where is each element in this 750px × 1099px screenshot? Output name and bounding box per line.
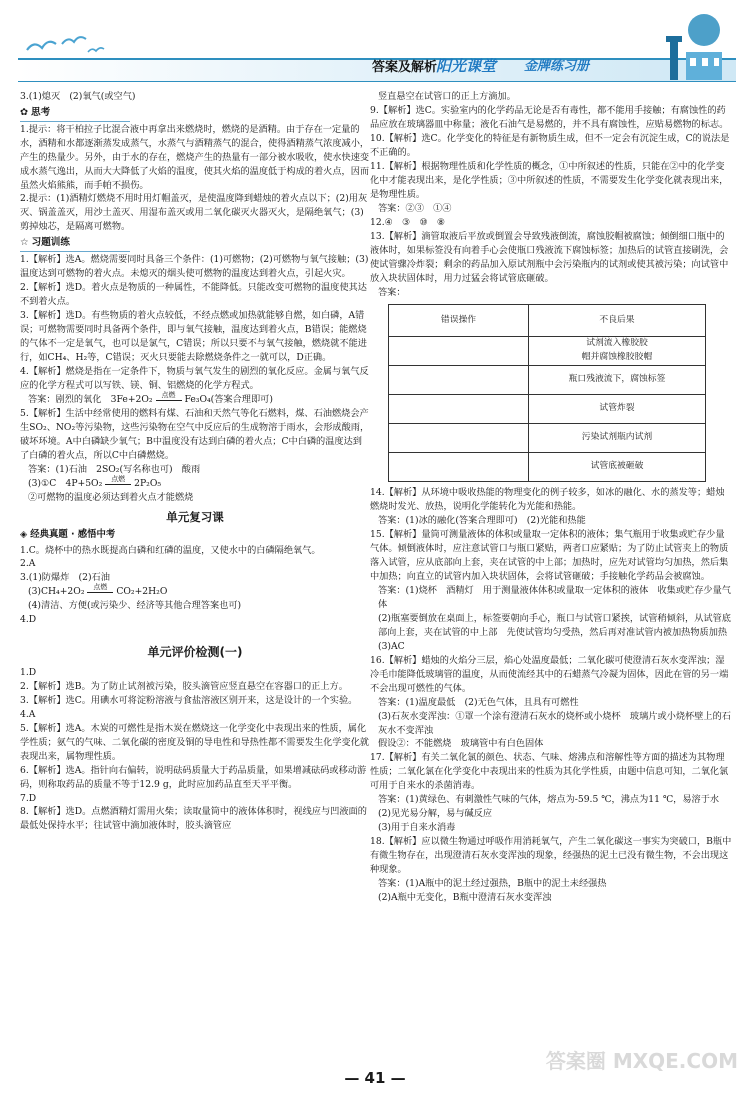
right-column <box>370 90 732 905</box>
think-item: 1.提示：将干柏拉子比混合液中再拿出来燃烧时，燃烧的是酒精。由于存在一定量的水，酒精和水都逐渐蒸发成蒸气，水蒸气与酒精蒸气的混合，使得酒精蒸气浓度减小，产生的热量少。另外，由于水的存在，燃烧产生的热量有一部分被水吸收，使水快速变成水蒸气逸出，从而大大降低了火焰的温度，使其火焰的温度低于构成的着火点，因而虽然火焰熊熊，而手帕不损伤。 <box>20 123 370 191</box>
table-row <box>389 336 706 365</box>
test-item: 12.④ ③ ⑩ ⑧ <box>370 216 446 228</box>
think-label: 思考 <box>31 106 51 118</box>
exercise-item: 1.【解析】选A。燃烧需要同时具备三个条件：(1)可燃物；(2)可燃物与氧气接触；(3)温度达到可燃物的着火点。未熄灭的烟头使可燃物的温度达到着火点，引起火灾。 <box>20 254 369 279</box>
review-item: (4)清洁、方便(或污染少、经济等其他合理答案也可) <box>28 600 242 612</box>
exercise-answer: ②可燃物的温度必须达到着火点才能燃烧 <box>28 491 194 503</box>
diamond-icon: ◈ <box>20 529 28 541</box>
header-brand: 阳光课堂 <box>436 57 497 75</box>
test-answer: 答案：(1)A瓶中的泥土经过强热，B瓶中的泥土未经强热 <box>378 878 607 890</box>
table-cell <box>389 452 529 481</box>
table-cell <box>389 423 529 452</box>
equation-right: CO₂+2H₂O <box>116 586 168 598</box>
test-item: 10.【解析】选C。化学变化的特征是有新物质生成，但不一定会有沉淀生成，C的说法是不正确的。 <box>370 132 730 158</box>
exercise-answer <box>20 390 370 407</box>
table-row <box>389 365 706 394</box>
classic-heading <box>20 528 370 542</box>
equation-left: (3)①C 4P+5O₂ <box>28 477 103 489</box>
unit-review-title: 单元复习课 <box>166 509 224 524</box>
header-book-title: 金牌练习册 <box>524 59 590 74</box>
table-header: 错误操作 <box>389 304 529 336</box>
test-item: 5.【解析】选A。木炭的可燃性是指木炭在燃烧这一化学变化中表现出来的性质，属化学性质；氨气的气味、二氧化碳的密度及铜的导电性和导热性都不需要发生化学变化就表现出来，属物理性质。 <box>20 722 370 762</box>
test-item: 11.【解析】根据物理性质和化学性质的概念，①中所叙述的性质，只能在②中的化学变化中才能表现出来，是化学性质；③中所叙述的性质，不需要发生化学变化就表现出来，是物理性质。 <box>370 160 729 200</box>
test-answer: (2)瓶塞要倒放在桌面上，标签要朝向手心，瓶口与试管口紧挨，试管稍倾斜，从试管底部向上套，夹在试管的中上部 先使试管均匀受热，然后再对准试管内被加热物质加热 <box>378 612 731 638</box>
exercise-heading <box>20 236 130 252</box>
test-item: 2.【解析】选B。为了防止试剂被污染，胶头滴管应竖直悬空在容器口的正上方。 <box>20 680 348 692</box>
test-item: 14.【解析】从环境中吸收热能的物理变化的例子较多，如冰的融化、水的蒸发等；蜡烛燃烧时发光、放热，说明化学能转化为光能和热能。 <box>370 486 725 512</box>
table-cell: 试管炸裂 <box>529 394 706 423</box>
table-cell <box>389 394 529 423</box>
flower-icon: ✿ <box>20 106 29 118</box>
test-answer: (2)A瓶中无变化，B瓶中澄清石灰水变浑浊 <box>378 892 552 904</box>
reaction-condition: 点燃 <box>156 392 182 401</box>
test-item: 18.【解析】应以微生物通过呼吸作用消耗氧气，产生二氧化碳这一事实为突破口，B瓶中有微生物存在，出现澄清石灰水变浑浊的现象，经强热的泥土已没有微生物，不会出现这种现象。 <box>370 836 732 876</box>
table-row <box>389 394 706 423</box>
test-answer: 假设②：不能燃烧 玻璃管中有白色固体 <box>378 738 544 750</box>
table-row <box>389 304 706 336</box>
review-item: 1.C。烧杯中的热水既提高白磷和红磷的温度，又使水中的白磷隔绝氧气。 <box>20 544 321 556</box>
test-answer: 答案：(1)烧杯 酒精灯 用于测量液体体积或量取一定体积的液体 收集或贮存少量气体 <box>378 584 731 610</box>
left-column <box>20 90 370 833</box>
watermark: 答案圈 MXQE.COM <box>545 1049 738 1073</box>
equation-left: (3)CH₄+2O₂ <box>28 586 85 598</box>
review-item: 3.(1)防爆炸 (2)石油 <box>20 572 110 584</box>
answer-line: 3.(1)熄灭 (2)氧气(或空气) <box>20 91 136 102</box>
tower-logo-icon <box>660 8 730 84</box>
test-answer: (3)石灰水变浑浊：①罩一个涂有澄清石灰水的烧杯或小烧杯 玻璃片或小烧杯壁上的石灰水不变浑浊 <box>378 710 731 736</box>
review-item: 4.D <box>20 614 37 626</box>
table-row <box>389 423 706 452</box>
think-heading <box>20 106 130 122</box>
exercise-item: 5.【解析】生活中经常使用的燃料有煤、石油和天然气等化石燃料，煤、石油燃烧会产生SO₂、NO₂等污染物，这些污染物在空气中反应后的生成物溶于雨水，会形成酸雨，破坏环境。A中白磷缺少氧气；B中温度没有达到白磷的着火点；C中白磷的温度达到了白磷的着火点，所以C中白磷燃烧。 <box>20 407 370 461</box>
birds-icon <box>22 30 112 60</box>
test-answer: 答案：(1)黄绿色、有刺激性气味的气体，熔点为-59.5 ℃，沸点为11 ℃，易溶于水 <box>378 794 720 806</box>
test-item: 13.【解析】滴管取液后平放或倒置会导致残液倒流，腐蚀胶帽被腐蚀；倾倒细口瓶中的液体时，如果标签没有向着手心会使瓶口残液流下腐蚀标签；加热后的试管直接刷洗，会使试管骤冷炸裂；剩余的药品加入原试剂瓶中会污染瓶内的试剂或使其被污染；向试管中放入块状固体时，用力过猛会将试管底砸破。 <box>370 230 729 284</box>
test-item: 8.【解析】选D。点燃酒精灯需用火柴；读取量筒中的液体体积时，视线应与凹液面的最低处保持水平；往试管中滴加液体时，胶头滴管应 <box>20 806 367 832</box>
exercise-item: 3.【解析】选D。有些物质的着火点较低，不经点燃或加热就能够自燃，如白磷，A错误；可燃物需要同时具备两个条件，即与氧气接触，温度达到着火点，B错误；能燃烧的气体不一定是氧气，也可以是氯气，C错误；所以只要不与氧气接触，燃烧就不能进行，如CH₄、H₂等，C错误；灭火只要能去除燃烧条件之一就可以，D正确。 <box>20 309 367 363</box>
star-icon: ☆ <box>20 237 29 249</box>
unit-test-title: 单元评价检测(一) <box>147 645 243 660</box>
test-item: 6.【解析】选A。指针向右偏转，说明砝码质量大于药品质量，如果增减砝码或移动游码，则称取药品的质量不等于12.9 g，此时应加药品直至天平平衡。 <box>20 764 367 790</box>
table-cell: 试剂流入橡胶胶 帽并腐蚀橡胶胶帽 <box>529 336 706 365</box>
test-answer: (2)见光易分解，易与碱反应 <box>378 808 493 820</box>
equation-left: 答案：剧烈的氧化 3Fe+2O₂ <box>28 393 153 405</box>
test-item: 15.【解析】量筒可测量液体的体积或量取一定体积的液体；集气瓶用于收集或贮存少量气体。倾倒液体时，应注意试管口与瓶口紧贴，两者口应紧贴；为了防止试管夹上的物质落入试管，应从底部向上套，夹在试管的中上部；加热时，应先对试管均匀加热，然后集中加热；向直立的试管内加入块状固体，会将试管砸破；手接触化学药品会被腐蚀。 <box>370 528 729 582</box>
exercise-answer: 答案：(1)石油 2SO₂(写名称也可) 酸雨 <box>28 463 201 475</box>
test-item: 16.【解析】蜡烛的火焰分三层，焰心处温度最低；二氧化碳可使澄清石灰水变浑浊；湿冷毛巾能降低玻璃管的温度，从而使流经其中的石蜡蒸气冷凝为固体，因此在管的另一端不会出现可燃性的气体。 <box>370 654 729 694</box>
test-item: 7.D <box>20 792 37 804</box>
table-cell: 污染试剂瓶内试剂 <box>529 423 706 452</box>
table-row <box>389 452 706 481</box>
review-item: 2.A <box>20 558 36 570</box>
test-answer: 答案：(1)冰的融化(答案合理即可) (2)光能和热能 <box>378 514 586 526</box>
equation-right: Fe₃O₄(答案合理即可) <box>184 393 273 405</box>
reaction-condition: 点燃 <box>105 476 131 485</box>
page-header <box>0 0 750 86</box>
exercise-label: 习题训练 <box>31 237 70 249</box>
test-item: 9.【解析】选C。实验室内的化学药品无论是否有毒性，都不能用手接触；有腐蚀性的药品应放在玻璃器皿中称量；液化石油气是易燃的，并不具有腐蚀性，应贴易燃物的标志。 <box>370 104 729 130</box>
page-number: — 41 — <box>344 1069 406 1087</box>
table-cell: 试管底被砸破 <box>529 452 706 481</box>
equation-right: 2P₂O₅ <box>134 477 162 489</box>
classic-label: 经典真题 · 感悟中考 <box>30 529 116 541</box>
exercise-item: 2.【解析】选D。着火点是物质的一种属性，不能降低。只能改变可燃物的温度使其达不到着火点。 <box>20 281 367 307</box>
test-answer: 答案：(1)温度最低 (2)无色气体，且具有可燃性 <box>378 696 579 708</box>
test-answer: 答案：②③ ①④ <box>378 202 452 214</box>
review-item <box>20 585 370 599</box>
exercise-item: 4.【解析】燃烧是指在一定条件下，物质与氧气发生的剧烈的氧化反应。金属与氧气反应的化学方程式可以写铁、镁、铜、铝燃烧的化学方程式。 <box>20 365 369 391</box>
table-cell <box>389 365 529 394</box>
test-item: 1.D <box>20 666 37 678</box>
test-answer: (3)AC <box>378 640 405 652</box>
test-item: 竖直悬空在试管口的正上方滴加。 <box>378 91 516 102</box>
think-item: 2.提示：(1)酒精灯燃烧不用时用灯帽盖灭，是使温度降到蜡烛的着火点以下；(2)用灰灭、锅盖盖灭，用沙土盖灭、用湿布盖灭或用二氧化碳灭火器灭火，是隔绝氧气；(3)剪掉烛芯，是隔离可燃物。 <box>20 193 368 233</box>
test-item: 3.【解析】选C。用碘水可将淀粉溶液与食盐溶液区别开来，这是设计的一个实验。 <box>20 694 358 706</box>
table-cell <box>389 336 529 365</box>
test-item: 4.A <box>20 708 36 720</box>
header-title: 答案及解析 <box>372 60 438 75</box>
exercise-answer <box>20 474 370 491</box>
test-item: 17.【解析】有关二氧化氯的颜色、状态、气味、熔沸点和溶解性等方面的描述为其物理性质；二氧化氯在化学变化中表现出来的性质为其化学性质，由题中信息可知，二氧化氯可用于自来水的杀菌消毒。 <box>370 752 729 792</box>
test-answer: 答案： <box>378 286 406 298</box>
test-answer: (3)用于自来水消毒 <box>378 822 456 834</box>
reaction-condition: 点燃 <box>87 584 113 593</box>
error-table <box>388 304 706 482</box>
table-header: 不良后果 <box>529 304 706 336</box>
table-cell: 瓶口残液流下，腐蚀标签 <box>529 365 706 394</box>
